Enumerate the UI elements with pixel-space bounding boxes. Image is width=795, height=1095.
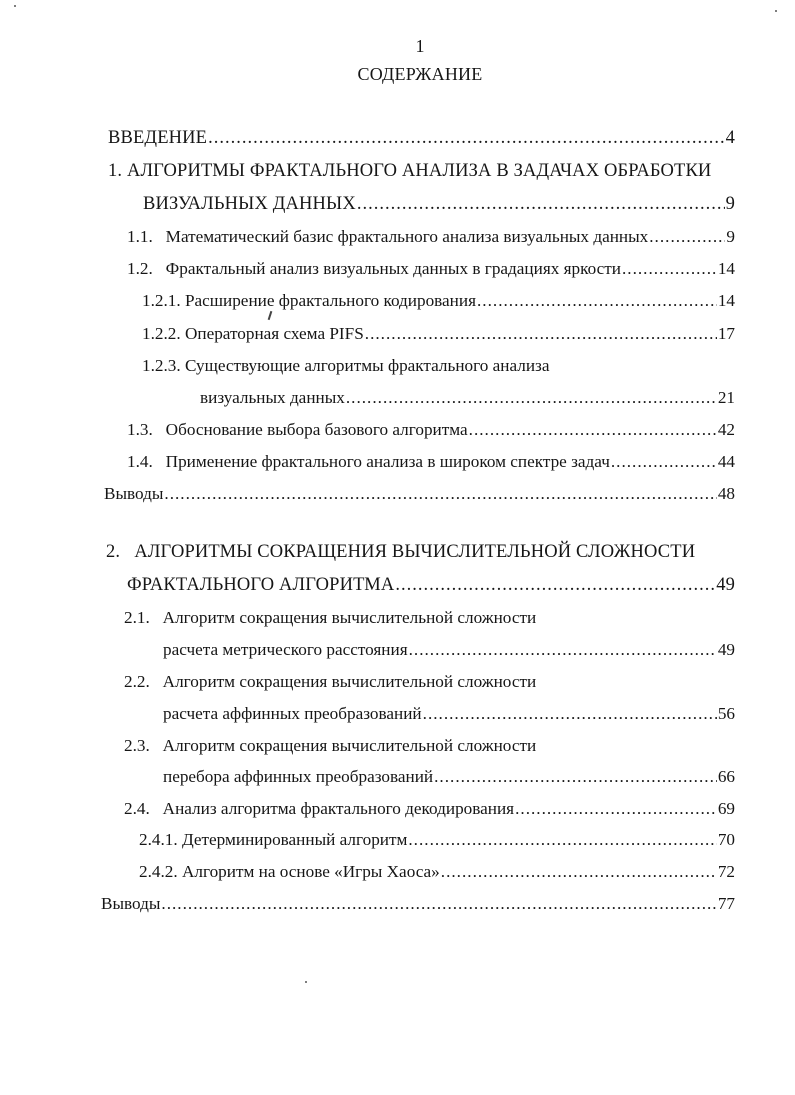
toc-leader <box>164 483 716 505</box>
toc-leader <box>409 639 717 661</box>
page-number: 1 <box>415 36 425 56</box>
scan-speck <box>775 10 777 12</box>
toc-leader <box>441 861 717 883</box>
toc-leader <box>357 193 725 215</box>
toc-leader <box>423 703 717 725</box>
toc-page-number: 17 <box>717 324 735 343</box>
toc-entry-2-3-title[interactable]: 2.3. Алгоритм сокращения вычислительной сложности <box>124 736 537 755</box>
toc-entry-chapter-1[interactable] <box>143 193 735 215</box>
toc-page-number: 14 <box>717 259 735 278</box>
toc-chapter-1-title[interactable]: 1. АЛГОРИТМЫ ФРАКТАЛЬНОГО АНАЛИЗА В ЗАДАЧАХ ОБРАБОТКИ <box>108 161 712 181</box>
scan-mark <box>268 311 273 320</box>
toc-page-number: 77 <box>717 894 735 913</box>
toc-page-number: 21 <box>717 388 735 407</box>
toc-leader <box>622 258 717 280</box>
toc-entry-text: 2.4.2. Алгоритм на основе «Игры Хаоса» <box>139 862 440 881</box>
toc-entry-1-4[interactable] <box>127 451 735 473</box>
toc-entry-text: 1.2.1. Расширение фрактального кодирования <box>142 291 476 310</box>
toc-page-number: 69 <box>717 799 735 818</box>
toc-entry-1-3[interactable] <box>127 419 735 441</box>
toc-entry-text: 1.2. Фрактальный анализ визуальных данных в градациях яркости <box>127 259 621 278</box>
scan-speck <box>305 981 307 983</box>
toc-leader <box>346 387 717 409</box>
toc-entry-1-2[interactable] <box>127 258 735 280</box>
toc-leader <box>395 574 715 596</box>
toc-leader <box>515 798 717 820</box>
toc-entry-1-2-2[interactable] <box>142 323 735 345</box>
toc-page-number: 70 <box>717 830 735 849</box>
toc-leader <box>477 290 717 312</box>
toc-entry-2-4-2[interactable] <box>139 861 735 883</box>
toc-leader <box>161 893 716 915</box>
toc-page-number: 4 <box>725 128 735 148</box>
toc-leader <box>208 127 724 149</box>
toc-page-number: 56 <box>717 704 735 723</box>
toc-leader <box>469 419 717 441</box>
toc-entry-text: 1.3. Обоснование выбора базового алгоритма <box>127 420 468 439</box>
toc-page-number: 66 <box>717 767 735 786</box>
toc-chapter-2-title[interactable]: 2. АЛГОРИТМЫ СОКРАЩЕНИЯ ВЫЧИСЛИТЕЛЬНОЙ СЛОЖНОСТИ <box>106 542 696 562</box>
toc-entry-text: Выводы <box>101 894 161 913</box>
toc-entry-1-2-1[interactable] <box>142 290 735 312</box>
toc-page-number: 72 <box>717 862 735 881</box>
toc-entry-2-4-1[interactable] <box>139 829 735 851</box>
toc-page-number: 9 <box>726 227 735 246</box>
toc-entry-conclusions-2[interactable] <box>101 893 735 915</box>
toc-entry-2-1[interactable] <box>163 639 735 661</box>
toc-leader <box>649 226 725 248</box>
toc-entry-text: перебора аффинных преобразований <box>163 767 434 786</box>
toc-entry-text: 2.4.1. Детерминированный алгоритм <box>139 830 408 849</box>
toc-entry-text: 1.2.2. Операторная схема PIFS <box>142 324 364 343</box>
toc-entry-text: ВВЕДЕНИЕ <box>108 128 208 148</box>
toc-entry-1-2-3-title[interactable]: 1.2.3. Существующие алгоритмы фрактального анализа <box>142 356 550 375</box>
toc-title: СОДЕРЖАНИЕ <box>357 64 483 84</box>
toc-leader <box>611 451 717 473</box>
toc-leader <box>434 766 717 788</box>
toc-page-number: 49 <box>716 575 735 595</box>
toc-entry-chapter-2[interactable] <box>127 574 735 596</box>
toc-entry-text: ФРАКТАЛЬНОГО АЛГОРИТМА <box>127 575 395 595</box>
toc-entry-conclusions-1[interactable] <box>104 483 735 505</box>
toc-entry-text: 1.1. Математический базис фрактального анализа визуальных данных <box>127 227 649 246</box>
toc-leader <box>365 323 717 345</box>
toc-entry-1-1[interactable] <box>127 226 735 248</box>
toc-page-number: 49 <box>717 640 735 659</box>
toc-page-number: 42 <box>717 420 735 439</box>
toc-entry-text: расчета аффинных преобразований <box>163 704 422 723</box>
toc-entry-2-2-title[interactable]: 2.2. Алгоритм сокращения вычислительной сложности <box>124 672 537 691</box>
toc-page-number: 44 <box>717 452 735 471</box>
toc-entry-2-3[interactable] <box>163 766 735 788</box>
toc-entry-1-2-3[interactable] <box>200 387 735 409</box>
toc-page-number: 14 <box>717 291 735 310</box>
toc-page-number: 9 <box>725 194 735 214</box>
toc-entry-text: ВИЗУАЛЬНЫХ ДАННЫХ <box>143 194 356 214</box>
toc-entry-intro[interactable] <box>108 127 735 149</box>
toc-entry-text: Выводы <box>104 484 164 503</box>
toc-entry-text: расчета метрического расстояния <box>163 640 408 659</box>
toc-entry-text: 2.4. Анализ алгоритма фрактального декодирования <box>124 799 515 818</box>
scan-speck <box>14 5 16 7</box>
toc-entry-2-2[interactable] <box>163 703 735 725</box>
toc-entry-2-4[interactable] <box>124 798 735 820</box>
toc-page-number: 48 <box>717 484 735 503</box>
toc-entry-text: визуальных данных <box>200 388 345 407</box>
toc-entry-text: 1.4. Применение фрактального анализа в широком спектре задач <box>127 452 610 471</box>
toc-entry-2-1-title[interactable]: 2.1. Алгоритм сокращения вычислительной сложности <box>124 608 537 627</box>
toc-leader <box>408 829 716 851</box>
